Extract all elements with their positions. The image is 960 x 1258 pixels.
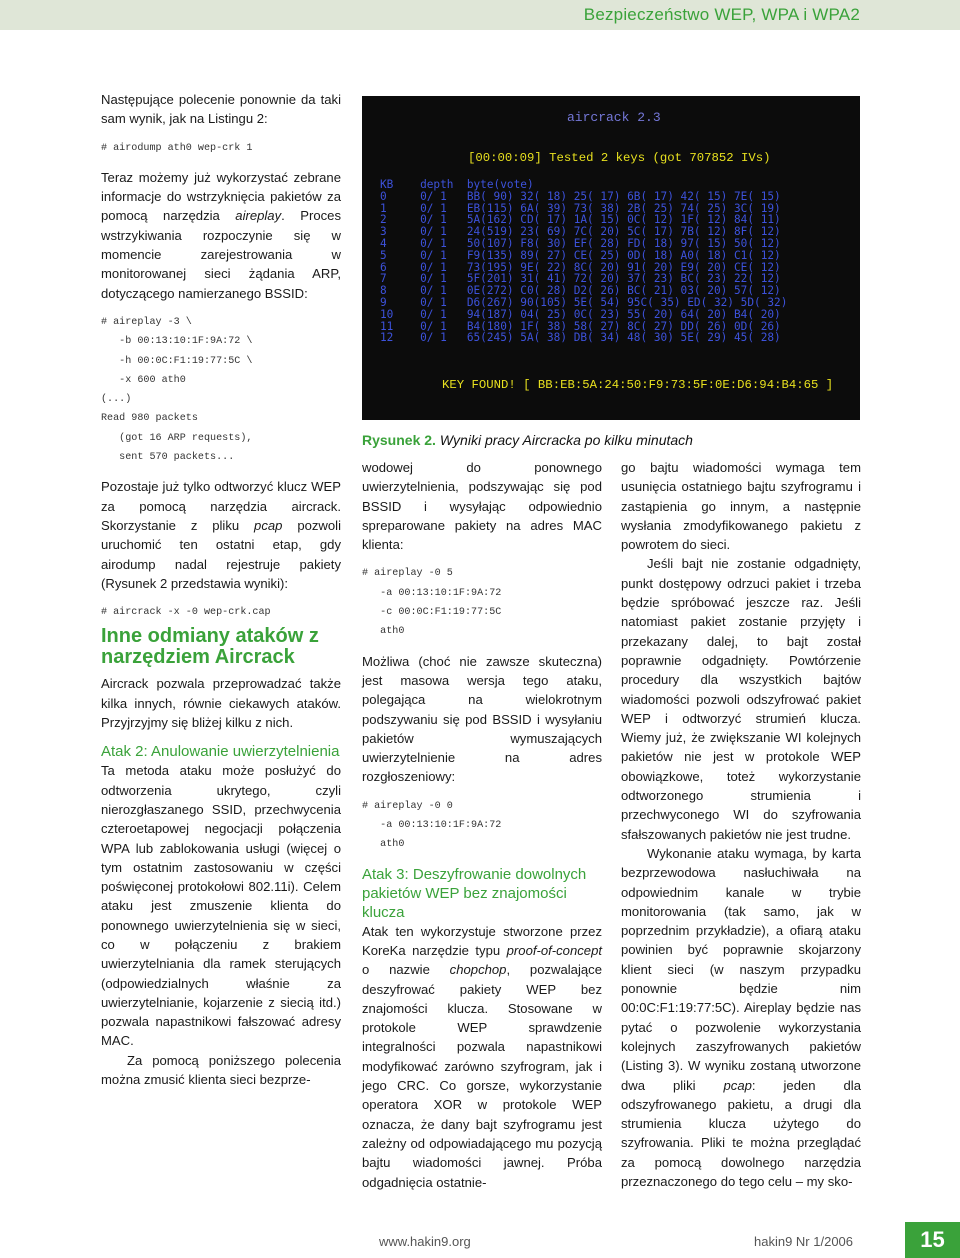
- page-number-box: [905, 1222, 960, 1258]
- header-title: Bezpieczeństwo WEP, WPA i WPA2: [583, 5, 860, 24]
- paragraph: Aircrack pozwala przeprowadzać także kilka innych, równie ciekawych ataków. Przyjrzyjmy się bliżej kilku z nich.: [101, 676, 341, 731]
- code-block: # airodump ath0 wep-crk 1: [101, 142, 253, 154]
- subsection-heading: Atak 2: Anulowanie uwierzytelnienia: [101, 743, 340, 761]
- column-3: [621, 458, 861, 1191]
- paragraph: Ta metoda ataku może posłużyć do odtworzenia ukrytego, czyli nierozgłaszanego SSID, przechwycenia czteroetapowej negocjacji połączenia WPA lub zablokowania usługi (więcej o tym ostatnim zastosowaniu w części poświęconej protokołowi 802.11i). Celem ataku jest zmuszenie klienta do ponownego uwierzytelnienia się w sieci, co w połączeniu z brakiem uwierzytelniania dla ramek sterujących (odpowiedzialnych właśnie za uwierzytelnianie, kojarzenie z siecią itd.) pozwala napastnikowi fałszować adresy MAC.: [101, 763, 341, 1049]
- paragraph: Jeśli bajt nie zostanie odgadnięty, punkt dostępowy odrzuci pakiet i trzeba będzie spróbować jeszcze raz. Jeśli natomiast pakiet zostanie przyjęty i przekazany dalej, to bajt został poprawnie odgadnięty. Powtórzenie procedury dla wszystkich bajtów wiadomości pozwoli odszyfrować pakiet WEP i odtworzyć strumień klucza. Wiemy już, że zwiększanie WI kolejnych pakietów nie jest w protokole WEP obowiązkowe, toteż wykorzystanie odtworzonego strumienia i przechwyconego WI do szyfrowania sfałszowanych pakietów nie jest trudne.: [621, 556, 861, 842]
- subsection-heading: Atak 3: Deszyfrowanie dowolnych pakietów WEP bez znajomości klucza: [362, 865, 587, 921]
- paragraph: Wykonanie ataku wymaga, by karta bezprzewodowa nasłuchiwała na odpowiednim kanale w trybie monitorowania (tak samo, jak w poprzednim przykładzie), a ofiarą ataku powinien być poprawnie skojarzony klient sieci (w naszym przypadku ponownie będzie nim 00:0C:F1:19:77:5C). Aireplay będzie nas pytać o pozwolenie wykorzystania kolejnych zaszyfrowanych pakietów (Listing 3). W wyniku zostaną utworzone dwa pliki pcap: jeden dla odszyfrowanego pakietu, a drugi dla strumienia klucza użytego do szyfrowania. Pliki te można przeglądać za pomocą dowolnego narzędzia przeznaczonego do tego celu – my sko-: [621, 845, 861, 1189]
- paragraph: wodowej do ponownego uwierzytelnienia, podszywając się pod BSSID i wysyłając odpowiednio spreparowane pakiety na adres MAC klienta:: [362, 460, 602, 553]
- footer-issue: hakin9 Nr 1/2006: [754, 1234, 854, 1249]
- terminal-title: aircrack 2.3: [567, 110, 661, 125]
- footer-url: www.hakin9.org: [379, 1234, 471, 1249]
- figure-caption: Rysunek 2. Wyniki pracy Aircracka po kilku minutach: [362, 432, 693, 448]
- paragraph: Atak ten wykorzystuje stworzone przez KoreKa narzędzie typu proof-of-concept o nazwie chopchop, pozwalające deszyfrować pakiety WEP bez znajomości klucza. Stosowane w protokole WEP sprawdzenie integralności pozwala napastnikowi modyfikować zarówno szyfrogram, jak i jego CRC. Co gorsze, wykorzystanie operatora XOR w protokole WEP oznacza, że dany bajt szyfrogramu jest zależny od odpowiadającego mu pozycją bajtu wiadomości jawnej. Próba odgadnięcia ostatnie-: [362, 923, 602, 1190]
- terminal-table: KB depth byte(vote) 0 0/ 1 BB( 90) 32( 18) 25( 17) 6B( 17) 42( 15) 7E( 15) 1 0/ 1 EB(115) 6A( 39) 73( 38) 2B( 25) 74( 25) 3C( 19) 2 0/ 1 5A(162) CD( 17) 1A( 15) 0C( 12) 1F( 12) 84( 11) 3 0/ 1 24(519) 23( 69) 7C( 20) 5C( 17) 7B( 12) 8F( 12) 4 0/ 1 50(107) F8( 30) EF( 28) FD( 18) 97( 15) 50( 12) 5 0/ 1 F9(135) 89( 27) CE( 25) 0D( 18) A0( 18) C1( 12) 6 0/ 1 73(195) 9E( 22) 8C( 20) 91( 20) E9( 20) CE( 12) 7 0/ 1 5F(201) 31( 41) 72( 20) 37( 23) BC( 23) 22( 12) 8 0/ 1 0E(272) C0( 28) D2( 26) BC( 21) 03( 20) 57( 12) 9 0/ 1 D6(267) 90(105) 5E( 54) 95C( 35) ED( 32) 5D( 32) 10 0/ 1 94(187) 04( 25) 0C( 23) 55( 20) 64( 20) B4( 20) 11 0/ 1 B4(180) 1F( 38) 58( 27) 8C( 27) DD( 26) 0D( 26) 12 0/ 1 65(245) 5A( 38) DB( 34) 48( 30) 5E( 29) 45( 28): [380, 178, 788, 345]
- section-heading: Inne odmiany ataków z narzędziem Aircrack: [101, 625, 319, 669]
- code-block: # aireplay -3 \ -b 00:13:10:1F:9A:72 \ -h 00:0C:F1:19:77:5C \ -x 600 ath0 (...) Read 980 packets (got 16 ARP requests), sent 570 packets...: [101, 316, 253, 464]
- paragraph: Pozostaje już tylko odtworzyć klucz WEP za pomocą narzędzia aircrack. Skorzystanie z pliku pcap pozwoli uruchomić ten ostatni etap, gdy airodump nadal rejestruje pakiety (Rysunek 2 przedstawia wyniki):: [101, 479, 341, 591]
- terminal: [362, 96, 860, 420]
- paragraph: Możliwa (choć nie zawsze skuteczna) jest masowa wersja tego ataku, polegająca na wielokrotnym podszywaniu się pod BSSID i wysyłaniu pakietów wymuszających uwierzytelnienie na adres rozgłoszeniowy:: [362, 653, 602, 785]
- column-2: [362, 458, 602, 1192]
- terminal-screenshot: [362, 96, 860, 420]
- terminal-key-found: KEY FOUND! [ BB:EB:5A:24:50:F9:73:5F:0E:D6:94:B4:65 ]: [442, 378, 834, 392]
- paragraph: Następujące polecenie ponownie da taki sam wynik, jak na Listingu 2:: [101, 92, 341, 127]
- paragraph: Za pomocą poniższego polecenia można zmusić klienta sieci bezprze-: [101, 1052, 341, 1088]
- column-1: [101, 90, 341, 1089]
- paragraph: Teraz możemy już wykorzystać zebrane informacje do wstrzyknięcia pakietów za pomocą narzędzia aireplay. Proces wstrzykiwania rozpoczynie się w momencie zarejestrowania w monitorowanej sieci żądania ARP, dotyczącego namierzanego BSSID:: [101, 169, 341, 301]
- terminal-status: [00:00:09] Tested 2 keys (got 707852 IVs): [468, 151, 771, 165]
- paragraph: go bajtu wiadomości wymaga tem usunięcia ostatniego bajtu szyfrogramu i zastąpienia go innym, a następnie wysłania zmodyfikowanego pakietu z powrotem do sieci.: [621, 460, 861, 553]
- code-block: # aircrack -x -0 wep-crk.cap: [101, 607, 271, 619]
- code-block: # aireplay -0 0 -a 00:13:10:1F:9A:72 ath0: [362, 800, 502, 851]
- code-block: # aireplay -0 5 -a 00:13:10:1F:9A:72 -c 00:0C:F1:19:77:5C ath0: [362, 568, 502, 638]
- page-number: 15: [920, 1227, 945, 1252]
- header-bar: [0, 0, 960, 30]
